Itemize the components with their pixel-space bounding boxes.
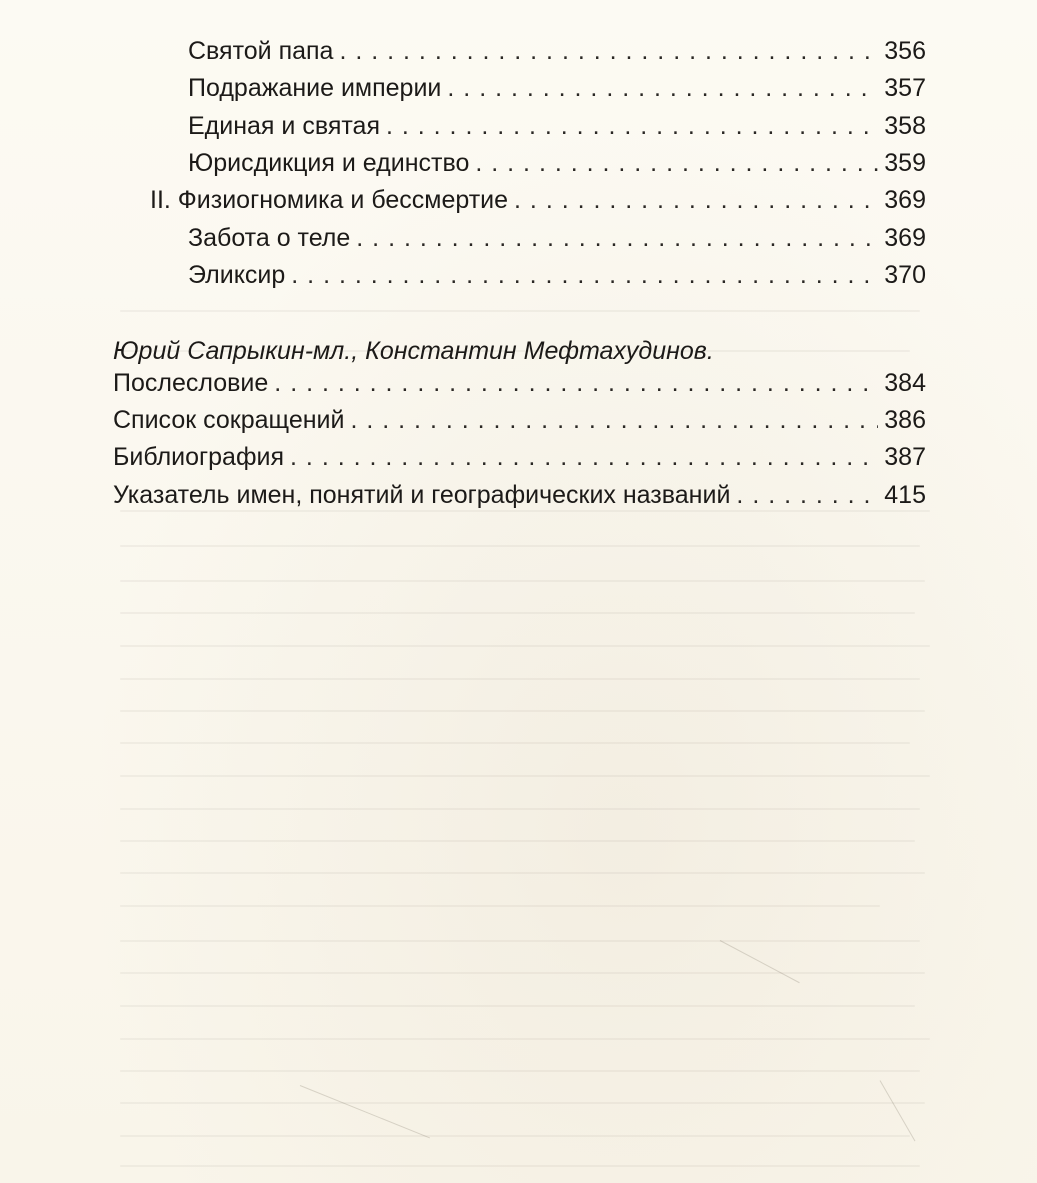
toc-section-heading[interactable] [150,185,926,215]
toc-entry-page: 386 [884,406,926,434]
toc-entry-title: Список сокращений [113,406,345,434]
toc-entry-page: 369 [884,224,926,252]
toc-entry-title: Эликсир [188,261,286,289]
dot-leader [291,260,878,290]
dot-leader [386,111,878,141]
toc-entry-page: 357 [884,74,926,102]
toc-entry[interactable] [188,223,926,253]
toc-entry-page: 356 [884,37,926,65]
afterword-authors: Юрий Сапрыкин-мл., Константин Мефтахудинов. [113,337,714,365]
dot-leader [514,185,878,215]
toc-entry-index[interactable] [113,480,926,510]
toc-entry-title: Послесловие [113,369,269,397]
toc-entry-bibliography[interactable] [113,442,926,472]
dot-leader [475,148,878,178]
toc-entry-title: II. Физиогномика и бессмертие [150,186,509,214]
toc-entry[interactable] [188,36,926,66]
toc-entry[interactable] [188,148,926,178]
toc-entry-page: 369 [884,186,926,214]
toc-entry-abbreviations[interactable] [113,405,926,435]
toc-entry-page: 358 [884,112,926,140]
dot-leader [447,73,878,103]
toc-entry[interactable] [188,73,926,103]
dot-leader [356,223,878,253]
toc-entry-afterword[interactable] [113,368,926,398]
toc-entry-title: Юрисдикция и единство [188,149,470,177]
toc-entry-title: Святой папа [188,37,334,65]
dot-leader [736,480,878,510]
toc-entry-page: 370 [884,261,926,289]
toc-entry-title: Забота о теле [188,224,351,252]
toc-entry-page: 415 [884,481,926,509]
dot-leader [350,405,878,435]
dot-leader [339,36,878,66]
toc-entry[interactable] [188,111,926,141]
dot-leader [290,442,878,472]
toc-entry-title: Единая и святая [188,112,380,140]
toc-entry-page: 384 [884,369,926,397]
toc-entry-page: 359 [884,149,926,177]
toc-entry-title: Подражание империи [188,74,442,102]
toc-entry-title: Указатель имен, понятий и географических названий [113,481,731,509]
toc-entry[interactable] [188,260,926,290]
dot-leader [274,368,878,398]
toc-entry-page: 387 [884,443,926,471]
toc-entry-title: Библиография [113,443,285,471]
